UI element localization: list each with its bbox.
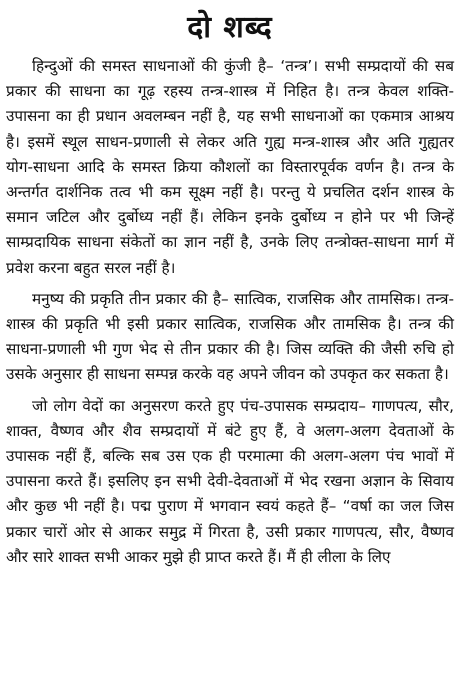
page-title: दो शब्द bbox=[187, 10, 273, 45]
paragraph-1: हिन्दुओं की समस्त साधनाओं की कुंजी है– ‘तन्त्र’। सभी सम्प्रदायों की सब प्रकार की साधना का गूढ़ रहस्य तन्त्र-शास्त्र में निहित है। तन्त्र केवल शक्ति-उपासना का ही प्रधान अवलम्बन नहीं है, यह सभी साधनाओं का एकमात्र आश्रय है। इसमें स्थूल साधन-प्रणाली से लेकर अति गुह्य मन्त्र-शास्त्र और अति गुह्यतर योग-साधना आदि के समस्त क्रिया कौशलों का विस्तारपूर्वक वर्णन है। तन्त्र के अन्तर्गत दार्शनिक तत्व भी कम सूक्ष्म नहीं है। परन्तु ये प्रचलित दर्शन शास्त्र के समान जटिल और दुर्बोध्य नहीं हैं। लेकिन इनके दुर्बोध्य न होने पर भी जिन्हें साम्प्रदायिक साधना संकेतों का ज्ञान नहीं है, उनके लिए तन्त्रोक्त-साधना मार्ग में प्रवेश करना बहुत सरल नहीं है। bbox=[6, 57, 454, 277]
paragraph-3: जो लोग वेदों का अनुसरण करते हुए पंच-उपासक सम्प्रदाय– गाणपत्य, सौर, शाक्त, वैष्णव और शैव सम्प्रदायों में बंटे हुए हैं, वे अलग-अलग देवताओं के उपासक नहीं हैं, बल्कि सब उस एक ही परमात्मा की अलग-अलग पंच भावों में उपासना करते हैं। इसलिए इन सभी देवी-देवताओं में भेद रखना अज्ञान के सिवाय और कुछ भी नहीं है। पद्म पुराण में भगवान स्वयं कहते हैं– “वर्षा का जल जिस प्रकार चारों ओर से आकर समुद्र में गिरता है, उसी प्रकार गाणपत्य, सौर, वैष्णव और सारे शाक्त सभी आकर मुझे ही प्राप्त करते हैं। मैं ही लीला के लिए bbox=[6, 396, 454, 566]
paragraph-2: मनुष्य की प्रकृति तीन प्रकार की है– सात्विक, राजसिक और तामसिक। तन्त्र-शास्त्र की प्रकृति भी इसी प्रकार सात्विक, राजसिक और तामसिक है। तन्त्र की साधना-प्रणाली भी गुण भेद से तीन प्रकार की है। जिस व्यक्ति की जैसी रुचि हो उसके अनुसार ही साधना सम्पन्न करके वह अपने जीवन को उपकृत कर सकता है। bbox=[6, 289, 454, 384]
